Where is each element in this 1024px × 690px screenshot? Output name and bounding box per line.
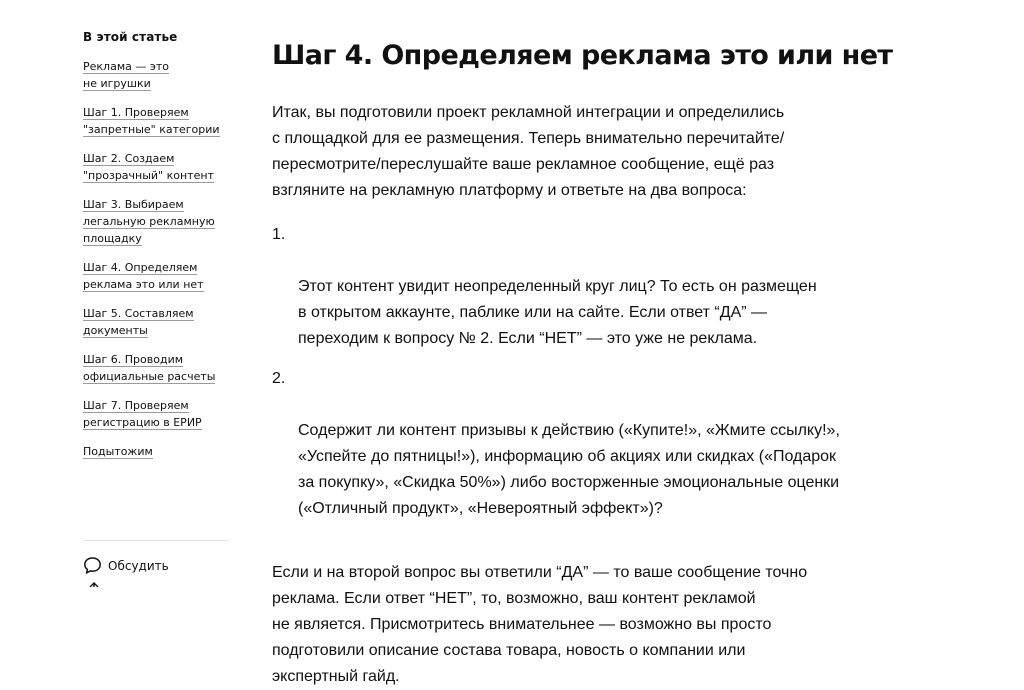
sidebar-divider xyxy=(83,540,228,541)
share-icon[interactable] xyxy=(88,581,100,587)
toc-item-step-2 xyxy=(83,150,233,184)
question-text: Содержит ли контент призывы к действию («Купите!», «Жмите ссылку!», «Успейте до пятницы!»), информацию об акциях или скидках («Подарок за покупку», «Скидка 50%») либо восторженные эмоциональные оценки («Отличный продукт», «Невероятный эффект»)? xyxy=(298,422,840,517)
questions-list xyxy=(272,222,912,522)
toc-link-summary[interactable]: Подытожим xyxy=(83,445,153,458)
toc-item-step-7 xyxy=(83,397,233,431)
speech-bubble-icon xyxy=(83,556,102,575)
intro-paragraph: Итак, вы подготовили проект рекламной интеграции и определились с площадкой для ее размещения. Теперь внимательно перечитайте/ пересмотрите/переслушайте ваше рекламное сообщение, ещё раз взгляните на рекламную платформу и ответьте на два вопроса: xyxy=(272,104,785,199)
toc-link-step-6[interactable]: Шаг 6. Проводим официальные расчеты xyxy=(83,353,216,383)
toc-item-step-4 xyxy=(83,259,233,293)
discuss-label: Обсудить xyxy=(108,558,169,573)
toc-item-step-5 xyxy=(83,305,233,339)
toc-link-step-3[interactable]: Шаг 3. Выбираем легальную рекламную площадку xyxy=(83,198,215,245)
question-item-2 xyxy=(272,366,912,522)
table-of-contents xyxy=(83,30,233,472)
conclusion-paragraph: Если и на второй вопрос вы ответили “ДА” — то ваше сообщение точно реклама. Если ответ “НЕТ”, то, возможно, ваш контент рекламой не является. Присмотритесь внимательнее — возможно вы просто подготовили описание состава товара, новость о компании или экспертный гайд. xyxy=(272,564,808,685)
toc-title: В этой статье xyxy=(83,30,178,44)
toc-link-step-1[interactable]: Шаг 1. Проверяем "запретные" категории xyxy=(83,106,220,136)
section-heading: Шаг 4. Определяем реклама это или нет xyxy=(272,40,893,71)
toc-item-intro xyxy=(83,58,233,92)
toc-link-step-7[interactable]: Шаг 7. Проверяем регистрацию в ЕРИР xyxy=(83,399,202,429)
article-body xyxy=(272,36,912,690)
question-item-1 xyxy=(272,222,912,352)
toc-list xyxy=(83,58,233,460)
toc-link-step-4[interactable]: Шаг 4. Определяем реклама это или нет xyxy=(83,261,204,291)
toc-item-step-6 xyxy=(83,351,233,385)
toc-item-step-3 xyxy=(83,196,233,247)
toc-item-summary xyxy=(83,443,233,460)
question-text: Этот контент увидит неопределенный круг лиц? То есть он размещен в открытом аккаунте, паблике или на сайте. Если ответ “ДА” — переходим к вопросу № 2. Если “НЕТ” — это уже не реклама. xyxy=(298,278,817,347)
toc-link-step-2[interactable]: Шаг 2. Создаем "прозрачный" контент xyxy=(83,152,214,182)
toc-link-intro[interactable]: Реклама — это не игрушки xyxy=(83,60,170,90)
question-number: 1. xyxy=(272,226,286,243)
discuss-button[interactable] xyxy=(83,556,169,575)
toc-item-step-1 xyxy=(83,104,233,138)
question-number: 2. xyxy=(272,370,286,387)
toc-link-step-5[interactable]: Шаг 5. Составляем документы xyxy=(83,307,194,337)
